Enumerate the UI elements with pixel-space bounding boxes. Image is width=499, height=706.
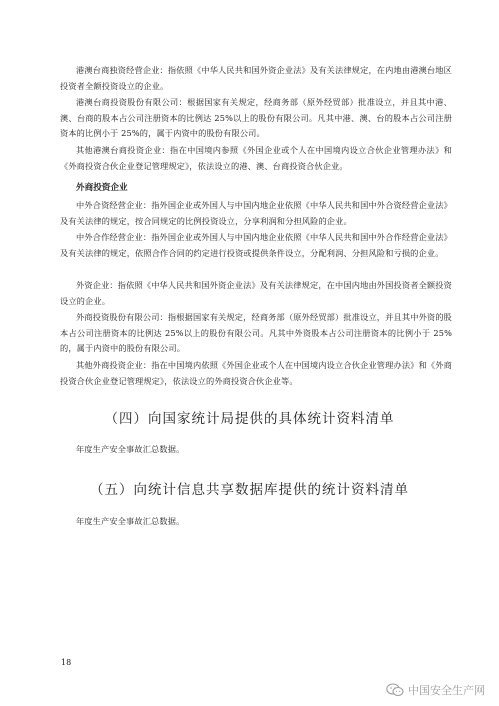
- paragraph-foreign-joint-stock: 外商投资股份有限公司：指根据国家有关规定，经商务部（原外经贸部）批准设立，并且其中外资的股本占公司注册资本的比例达 25%以上的股份有限公司。凡其中外资股本占公司注册资本的比例小于 25%的，属于内资中的股份有限公司。: [60, 312, 452, 353]
- watermark: [386, 682, 485, 698]
- paragraph-sino-foreign-equity: 中外合资经营企业：指外国企业或外国人与中国内地企业依照《中华人民共和国中外合资经营企业法》及有关法律的规定，按合同规定的比例投资设立，分享利润和分担风险的企业。: [60, 200, 452, 226]
- foreign-investment-heading: 外商投资企业: [76, 183, 128, 193]
- page-number: 18: [61, 658, 72, 667]
- section-heading-5: （五）向统计信息共享数据库提供的统计资料清单: [90, 482, 409, 498]
- section-heading-4: （四）向国家统计局提供的具体统计资料清单: [104, 411, 395, 427]
- paragraph-wholly-foreign: 外资企业：指依照《中华人民共和国外资企业法》及有关法律规定，在中国内地由外国投资者全额投资设立的企业。: [60, 280, 452, 306]
- paragraph-sino-foreign-coop: 中外合作经营企业：指外国企业或外国人与中国内地企业依照《中华人民共和国中外合作经营企业法》及有关法律的规定，依照合作合同的约定进行投资或提供条件设立，分配利润、分担风险和亏损的企业。: [60, 232, 452, 258]
- paragraph-hk-macau-tw-joint-stock: 港澳台商投资股份有限公司：根据国家有关规定，经商务部（原外经贸部）批准设立，并且其中港、澳、台商的股本占公司注册资本的比例达 25%以上的股份有限公司。凡其中港、澳、台的股本占公司注册资本的比例小于 25%的，属于内资中的股份有限公司。: [60, 97, 452, 138]
- paragraph-other-foreign: 其他外商投资企业：指在中国境内依照《外国企业或个人在中国境内设立合伙企业管理办法》和《外商投资合伙企业登记管理规定》，依法设立的外商投资合伙企业等。: [60, 360, 452, 386]
- paragraph-section4-body: 年度生产安全事故汇总数据。: [76, 444, 185, 454]
- watermark-text: 中国安全生产网: [408, 684, 485, 697]
- paragraph-section5-body: 年度生产安全事故汇总数据。: [76, 516, 185, 526]
- wechat-icon: [386, 683, 404, 697]
- paragraph-other-hk-macau-tw: 其他港澳台商投资企业：指在中国境内参照《外国企业或个人在中国境内设立合伙企业管理办法》和《外商投资合伙企业登记管理规定》，依法设立的港、澳、台商投资合伙企业。: [60, 145, 452, 171]
- paragraph-hk-macau-tw-sole-owned: 港澳台商独资经营企业：指依照《中华人民共和国外资企业法》及有关法律规定，在内地由港澳台地区投资者全额投资设立的企业。: [60, 65, 452, 91]
